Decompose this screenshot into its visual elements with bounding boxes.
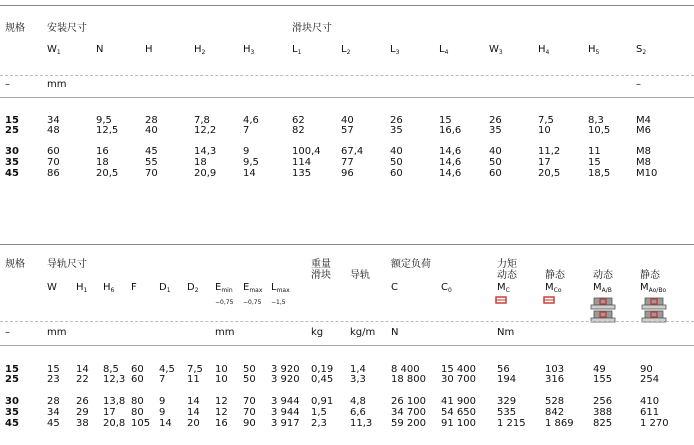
bottom-cell: 90 [243, 418, 256, 429]
bottom-cell: 329 [497, 396, 517, 407]
top-col-header-8: $L_4$ [439, 44, 449, 56]
bottom-cell: 56 [497, 364, 510, 375]
top-cell: 34 [47, 115, 60, 126]
top-cell: 40 [390, 146, 403, 157]
top-cell: 50 [489, 157, 502, 168]
bottom-col-header-1: $H_1$ [76, 282, 88, 294]
bottom-cell: 0,45 [311, 374, 334, 385]
top-cell: 14,6 [439, 146, 462, 157]
top-cell: 48 [47, 125, 60, 136]
top-cell: 7,8 [194, 115, 210, 126]
bottom-col-header-3: F [131, 282, 137, 293]
top-cell: 86 [47, 168, 60, 179]
bottom-cell: 80 [131, 396, 144, 407]
top-cell: 15 [439, 115, 452, 126]
bottom-cell: 256 [593, 396, 613, 407]
top-col-header-1: N [96, 44, 104, 55]
bottom-cell: 3 920 [271, 364, 300, 375]
top-cell: 9,5 [96, 115, 112, 126]
bottom-unit-n: N [391, 327, 399, 338]
top-body-rule [0, 97, 694, 98]
bottom-cell: 2,3 [311, 418, 327, 429]
bottom-table-rule [0, 244, 694, 245]
top-cell: 7,5 [538, 115, 554, 126]
bottom-cell: 8,5 [103, 364, 119, 375]
top-cell: 16 [96, 146, 109, 157]
bottom-cell: 17 [103, 407, 116, 418]
top-col-header-6: $L_2$ [341, 44, 351, 56]
bottom-col-header-8: $L_{max}$ [271, 282, 290, 294]
bottom-cell: 41 900 [441, 396, 476, 407]
bottom-cell: 26 100 [391, 396, 426, 407]
top-cell: 18,5 [588, 168, 611, 179]
top-cell: 28 [145, 115, 158, 126]
bottom-cell: 60 [131, 374, 144, 385]
top-unit-mm: mm [47, 79, 67, 90]
bottom-cell: 28 [47, 396, 60, 407]
bottom-cell: 611 [640, 407, 660, 418]
top-cell: 40 [341, 115, 354, 126]
bottom-weight-rail: 导轨 [350, 270, 370, 281]
bottom-cell: 34 700 [391, 407, 426, 418]
top-section-label: 规格 [5, 23, 25, 34]
bottom-cell: 38 [76, 418, 89, 429]
bottom-cell: 60 [131, 364, 144, 375]
top-col-header-11: $H_5$ [588, 44, 600, 56]
bottom-col-header-2: $H_6$ [103, 282, 115, 294]
top-cell: 135 [292, 168, 312, 179]
bottom-cell: 50 [243, 374, 256, 385]
bottom-cell: 23 [47, 374, 60, 385]
top-col-header-2: H [145, 44, 153, 55]
top-group-mounting: 安装尺寸 [47, 23, 87, 34]
moment-ab-stat-icon [640, 296, 668, 324]
top-col-header-0: $W_1$ [47, 44, 61, 56]
bottom-unit-mm1: mm [47, 327, 67, 338]
bottom-cell: 254 [640, 374, 660, 385]
top-col-header-9: $W_3$ [489, 44, 503, 56]
bottom-cell: 0,91 [311, 396, 334, 407]
top-row-size: 25 [5, 125, 19, 136]
bottom-col-header-5: $D_2$ [187, 282, 199, 294]
top-cell: 14,6 [439, 168, 462, 179]
bottom-cell: 3,3 [350, 374, 366, 385]
top-cell: 67,4 [341, 146, 364, 157]
top-row-size: 35 [5, 157, 19, 168]
top-cell: 10 [538, 125, 551, 136]
bottom-body-rule [0, 345, 694, 346]
bottom-cell: 26 [76, 396, 89, 407]
bottom-row-size: 25 [5, 374, 19, 385]
bottom-cell: 10 [215, 374, 228, 385]
bottom-group-moment: 力矩 [497, 259, 517, 270]
bottom-cell: 3 944 [271, 407, 300, 418]
top-cell: 8,3 [588, 115, 604, 126]
bottom-cell: 20,8 [103, 418, 126, 429]
top-cell: 35 [489, 125, 502, 136]
bottom-group-rail: 导轨尺寸 [47, 259, 87, 270]
bottom-cell: 1 869 [545, 418, 574, 429]
top-cell: 26 [390, 115, 403, 126]
top-cell: 26 [489, 115, 502, 126]
bottom-cell: 1 270 [640, 418, 669, 429]
bottom-cell: 80 [131, 407, 144, 418]
bottom-cell: 11,3 [350, 418, 373, 429]
bottom-dyn2: 动态 [593, 270, 613, 281]
top-cell: M4 [636, 115, 651, 126]
bottom-cell: 155 [593, 374, 613, 385]
bottom-cell: 20 [187, 418, 200, 429]
bottom-cell: 388 [593, 407, 613, 418]
top-cell: 16,6 [439, 125, 462, 136]
bottom-cell: 1 215 [497, 418, 526, 429]
bottom-cell: 90 [640, 364, 653, 375]
bottom-col-header-0: W [47, 282, 57, 293]
top-cell: 82 [292, 125, 305, 136]
top-cell: 18 [96, 157, 109, 168]
top-unit-rule [0, 75, 694, 76]
bottom-cell: 535 [497, 407, 517, 418]
bottom-cell: 103 [545, 364, 565, 375]
top-cell: 14 [243, 168, 256, 179]
top-col-header-10: $H_4$ [538, 44, 550, 56]
top-col-header-5: $L_1$ [292, 44, 302, 56]
top-cell: 60 [489, 168, 502, 179]
top-cell: 62 [292, 115, 305, 126]
maob-label: $M_{Ao/Bo}$ [640, 282, 667, 294]
top-row-size: 15 [5, 115, 19, 126]
bottom-cell: 34 [47, 407, 60, 418]
bottom-dyn1: 动态 [497, 270, 517, 281]
bottom-row-size: 30 [5, 396, 19, 407]
bottom-cell: 410 [640, 396, 660, 407]
bottom-cell: 14 [76, 364, 89, 375]
top-table-rule [0, 5, 694, 6]
bottom-cell: 12 [215, 407, 228, 418]
bottom-col-header-4: $D_1$ [159, 282, 171, 294]
top-row-size: 45 [5, 168, 19, 179]
bottom-cell: 14 [187, 396, 200, 407]
top-col-header-3: $H_2$ [194, 44, 206, 56]
top-cell: 14,6 [439, 157, 462, 168]
top-unit-last: – [636, 79, 641, 90]
bottom-cell: 12 [215, 396, 228, 407]
c-label: C [391, 282, 398, 293]
top-col-header-12: $S_2$ [636, 44, 647, 56]
top-cell: M8 [636, 146, 651, 157]
top-cell: 70 [47, 157, 60, 168]
top-cell: 11 [588, 146, 601, 157]
top-cell: 12,2 [194, 125, 217, 136]
bottom-cell: 4,8 [350, 396, 366, 407]
bottom-cell: 528 [545, 396, 565, 407]
bottom-cell: 4,5 [159, 364, 175, 375]
bottom-cell: 11 [187, 374, 200, 385]
bottom-cell: 54 650 [441, 407, 476, 418]
top-cell: M8 [636, 157, 651, 168]
bottom-cell: 0,19 [311, 364, 334, 375]
bottom-unit-rule [0, 321, 694, 322]
bottom-cell: 3 920 [271, 374, 300, 385]
moment-ab-dyn-icon [589, 296, 617, 324]
bottom-stat1: 静态 [545, 270, 565, 281]
bottom-cell: 15 [47, 364, 60, 375]
bottom-stat2: 静态 [640, 270, 660, 281]
tol-emin: −0,75 [215, 299, 234, 306]
top-group-block: 滑块尺寸 [292, 23, 332, 34]
top-cell: M10 [636, 168, 658, 179]
top-cell: 20,5 [538, 168, 561, 179]
bottom-cell: 1,4 [350, 364, 366, 375]
mab-label: $M_{A/B}$ [593, 282, 612, 294]
bottom-cell: 70 [243, 407, 256, 418]
bottom-row-size: 35 [5, 407, 19, 418]
bottom-cell: 8 400 [391, 364, 420, 375]
top-cell: 96 [341, 168, 354, 179]
bottom-unit-kg: kg [311, 327, 324, 338]
moment-c-stat-icon [543, 296, 555, 304]
bottom-cell: 7 [159, 374, 166, 385]
top-cell: 15 [588, 157, 601, 168]
bottom-col-header-6: $E_{min}$ [215, 282, 233, 294]
top-cell: 40 [145, 125, 158, 136]
bottom-unit-dash: – [5, 327, 10, 338]
top-cell: 55 [145, 157, 158, 168]
top-row-size: 30 [5, 146, 19, 157]
tol-lmax: −1,5 [271, 299, 286, 306]
bottom-unit-nm: Nm [497, 327, 515, 338]
top-cell: 14,3 [194, 146, 217, 157]
top-cell: 114 [292, 157, 312, 168]
top-cell: 77 [341, 157, 354, 168]
bottom-cell: 9 [159, 407, 166, 418]
top-cell: 40 [489, 146, 502, 157]
bottom-cell: 13,8 [103, 396, 126, 407]
bottom-cell: 3 917 [271, 418, 300, 429]
bottom-cell: 6,6 [350, 407, 366, 418]
bottom-unit-kgm: kg/m [350, 327, 376, 338]
bottom-col-header-7: $E_{max}$ [243, 282, 263, 294]
bottom-cell: 16 [215, 418, 228, 429]
mc-label: $M_C$ [497, 282, 510, 294]
bottom-cell: 316 [545, 374, 565, 385]
top-cell: 35 [390, 125, 403, 136]
bottom-cell: 59 200 [391, 418, 426, 429]
bottom-cell: 12,3 [103, 374, 126, 385]
top-cell: 50 [390, 157, 403, 168]
top-cell: 20,5 [96, 168, 119, 179]
bottom-cell: 825 [593, 418, 613, 429]
top-cell: 11,2 [538, 146, 561, 157]
bottom-cell: 9 [159, 396, 166, 407]
moment-c-dyn-icon [495, 296, 507, 304]
top-cell: 9 [243, 146, 250, 157]
top-cell: 4,6 [243, 115, 259, 126]
bottom-weight-block: 滑块 [311, 270, 331, 281]
bottom-cell: 91 100 [441, 418, 476, 429]
top-cell: 70 [145, 168, 158, 179]
bottom-cell: 30 700 [441, 374, 476, 385]
bottom-cell: 10 [215, 364, 228, 375]
bottom-cell: 18 800 [391, 374, 426, 385]
top-unit-dash: – [5, 79, 10, 90]
bottom-row-size: 15 [5, 364, 19, 375]
top-cell: M6 [636, 125, 651, 136]
bottom-row-size: 45 [5, 418, 19, 429]
bottom-cell: 45 [47, 418, 60, 429]
top-cell: 100,4 [292, 146, 321, 157]
bottom-cell: 14 [159, 418, 172, 429]
bottom-unit-mm2: mm [215, 327, 235, 338]
bottom-cell: 3 944 [271, 396, 300, 407]
bottom-cell: 842 [545, 407, 565, 418]
bottom-cell: 14 [187, 407, 200, 418]
mco-label: $M_{Co}$ [545, 282, 562, 294]
bottom-section-label: 规格 [5, 259, 25, 270]
bottom-cell: 50 [243, 364, 256, 375]
top-cell: 7 [243, 125, 250, 136]
top-col-header-4: $H_3$ [243, 44, 255, 56]
tol-emax: −0,75 [243, 299, 262, 306]
top-cell: 17 [538, 157, 551, 168]
top-col-header-7: $L_3$ [390, 44, 400, 56]
bottom-cell: 29 [76, 407, 89, 418]
top-cell: 20,9 [194, 168, 217, 179]
top-cell: 10,5 [588, 125, 611, 136]
bottom-cell: 70 [243, 396, 256, 407]
top-cell: 45 [145, 146, 158, 157]
bottom-cell: 105 [131, 418, 151, 429]
top-cell: 9,5 [243, 157, 259, 168]
bottom-cell: 194 [497, 374, 517, 385]
bottom-cell: 49 [593, 364, 606, 375]
bottom-cell: 7,5 [187, 364, 203, 375]
bottom-cell: 15 400 [441, 364, 476, 375]
bottom-group-weight: 重量 [311, 259, 331, 270]
top-cell: 57 [341, 125, 354, 136]
top-cell: 60 [390, 168, 403, 179]
bottom-cell: 22 [76, 374, 89, 385]
c0-label: $C_0$ [441, 282, 452, 294]
bottom-cell: 1,5 [311, 407, 327, 418]
top-cell: 60 [47, 146, 60, 157]
top-cell: 18 [194, 157, 207, 168]
top-cell: 12,5 [96, 125, 119, 136]
bottom-group-load: 额定负荷 [391, 259, 431, 270]
